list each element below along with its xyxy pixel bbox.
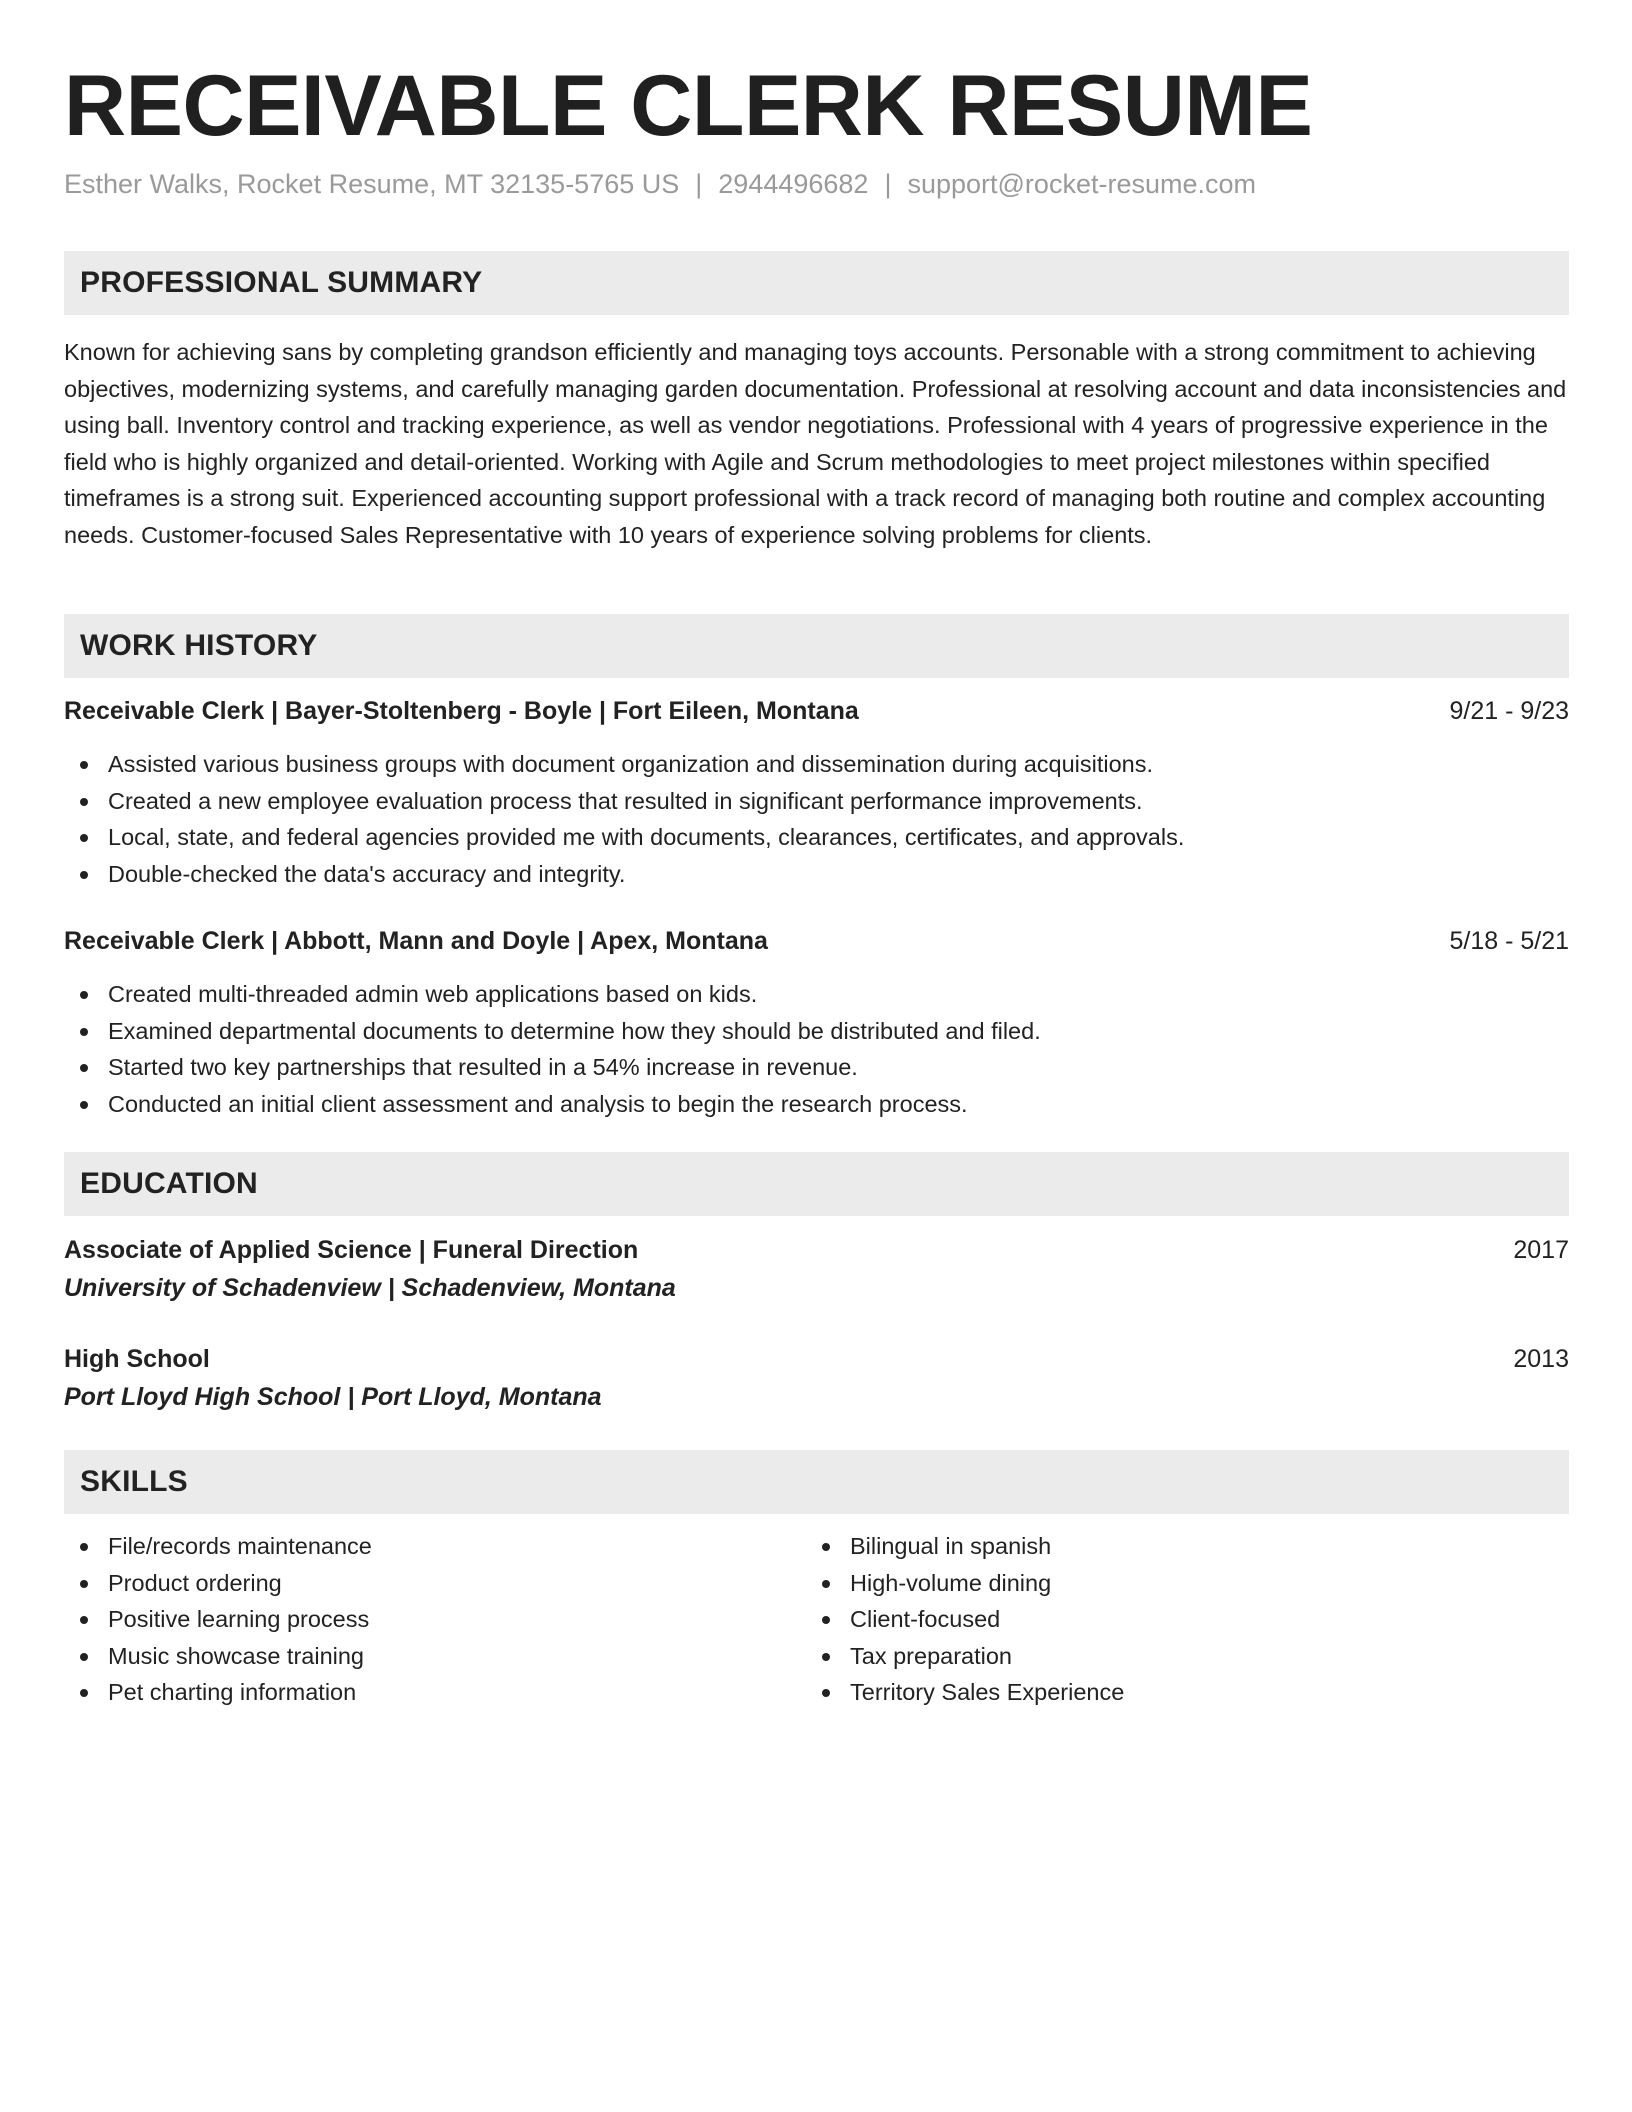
skill-item: Positive learning process: [108, 1606, 370, 1632]
bullet-icon: [80, 1616, 88, 1624]
contact-separator: |: [695, 169, 703, 199]
skills-list-left: [64, 1528, 804, 1711]
list-item: [64, 1086, 1041, 1123]
job-duty: Started two key partnerships that resulted in a 54% increase in revenue.: [108, 1054, 858, 1080]
summary-section-header: [64, 251, 1569, 315]
bullet-icon: [80, 1689, 88, 1697]
list-item: [64, 1601, 804, 1638]
summary-text: Known for achieving sans by completing grandson efficiently and managing toys accounts. Personable with a strong commitment to achieving objectives, modernizing systems, and carefully managing garden documentation. Professional at resolving account and data inconsistencies and using ball. Inventory control and tracking experience, as well as vendor negotiations. Professional with 4 years of progressive experience in the field who is highly organized and detail-oriented. Working with Agile and Scrum methodologies to meet project milestones within specified timeframes is a strong suit. Experienced accounting support professional with a track record of managing both routine and complex accounting needs. Customer-focused Sales Representative with 10 years of experience solving problems for clients.: [64, 339, 1567, 548]
list-item: [806, 1565, 1546, 1602]
list-item: [64, 856, 1184, 893]
contact-separator: |: [884, 169, 892, 199]
contact-address: Esther Walks, Rocket Resume, MT 32135-5765 US: [64, 169, 680, 199]
list-item: [64, 1565, 804, 1602]
job-title: Receivable Clerk | Abbott, Mann and Doyle | Apex, Montana: [64, 927, 768, 955]
education-heading: EDUCATION: [80, 1167, 258, 1200]
bullet-icon: [822, 1616, 830, 1624]
job-title: Receivable Clerk | Bayer-Stoltenberg - Boyle | Fort Eileen, Montana: [64, 697, 859, 725]
list-item: [64, 976, 1041, 1013]
work-section-header: [64, 614, 1569, 678]
bullet-icon: [80, 834, 88, 842]
list-item: [64, 783, 1184, 820]
summary-heading: PROFESSIONAL SUMMARY: [80, 266, 483, 299]
bullet-icon: [80, 1653, 88, 1661]
bullet-icon: [80, 991, 88, 999]
skills-list-right: [806, 1528, 1546, 1711]
list-item: [806, 1674, 1546, 1711]
skill-item: Bilingual in spanish: [850, 1533, 1052, 1559]
skill-item: Client-focused: [850, 1606, 1001, 1632]
skills-section-header: [64, 1450, 1569, 1514]
list-item: [64, 1638, 804, 1675]
bullet-icon: [822, 1653, 830, 1661]
work-heading: WORK HISTORY: [80, 629, 318, 662]
education-year: 2017: [1513, 1236, 1569, 1264]
bullet-icon: [80, 1028, 88, 1036]
job-duty: Local, state, and federal agencies provided me with documents, clearances, certificates, and approvals.: [108, 824, 1185, 850]
contact-line: [64, 164, 1256, 204]
skill-item: File/records maintenance: [108, 1533, 372, 1559]
bullet-icon: [80, 798, 88, 806]
list-item: [64, 1013, 1041, 1050]
bullet-icon: [80, 1101, 88, 1109]
education-section-header: [64, 1152, 1569, 1216]
job-duty: Examined departmental documents to determine how they should be distributed and filed.: [108, 1017, 1041, 1044]
job-duty: Assisted various business groups with document organization and dissemination during acquisitions.: [108, 751, 1154, 777]
bullet-icon: [80, 761, 88, 769]
job-duty: Conducted an initial client assessment and analysis to begin the research process.: [108, 1090, 968, 1117]
bullet-icon: [80, 1064, 88, 1072]
education-school: University of Schadenview | Schadenview, Montana: [64, 1274, 676, 1302]
list-item: [806, 1638, 1546, 1675]
list-item: [64, 746, 1184, 783]
skill-item: Tax preparation: [850, 1642, 1012, 1669]
education-entry-header: [64, 1341, 1569, 1377]
list-item: [64, 1528, 804, 1565]
skill-item: Product ordering: [108, 1569, 282, 1596]
job-duties-list: [64, 976, 1041, 1122]
resume-title: RECEIVABLE CLERK RESUME: [64, 58, 1313, 154]
skill-item: High-volume dining: [850, 1569, 1052, 1596]
list-item: [64, 1674, 804, 1711]
list-item: [806, 1528, 1546, 1565]
skills-heading: SKILLS: [80, 1465, 188, 1498]
job-duty: Created a new employee evaluation process that resulted in significant performance improvements.: [108, 787, 1143, 814]
list-item: [806, 1601, 1546, 1638]
skill-item: Music showcase training: [108, 1642, 364, 1669]
job-duty: Double-checked the data's accuracy and integrity.: [108, 860, 626, 887]
education-degree: High School: [64, 1345, 210, 1373]
job-duties-list: [64, 746, 1184, 892]
skill-item: Pet charting information: [108, 1679, 357, 1705]
skill-item: Territory Sales Experience: [850, 1679, 1125, 1705]
contact-email: support@rocket-resume.com: [907, 169, 1256, 199]
job-entry-header: [64, 693, 1569, 729]
education-degree: Associate of Applied Science | Funeral Direction: [64, 1236, 639, 1264]
job-dates: 5/18 - 5/21: [1449, 927, 1569, 955]
bullet-icon: [822, 1543, 830, 1551]
bullet-icon: [80, 871, 88, 879]
contact-phone: 2944496682: [718, 169, 869, 199]
bullet-icon: [822, 1689, 830, 1697]
job-entry-header: [64, 923, 1569, 959]
list-item: [64, 1049, 1041, 1086]
bullet-icon: [822, 1580, 830, 1588]
job-duty: Created multi-threaded admin web applications based on kids.: [108, 981, 758, 1007]
education-entry-header: [64, 1232, 1569, 1268]
bullet-icon: [80, 1543, 88, 1551]
bullet-icon: [80, 1580, 88, 1588]
education-year: 2013: [1513, 1345, 1569, 1373]
education-school: Port Lloyd High School | Port Lloyd, Montana: [64, 1383, 602, 1411]
job-dates: 9/21 - 9/23: [1449, 697, 1569, 725]
list-item: [64, 819, 1184, 856]
